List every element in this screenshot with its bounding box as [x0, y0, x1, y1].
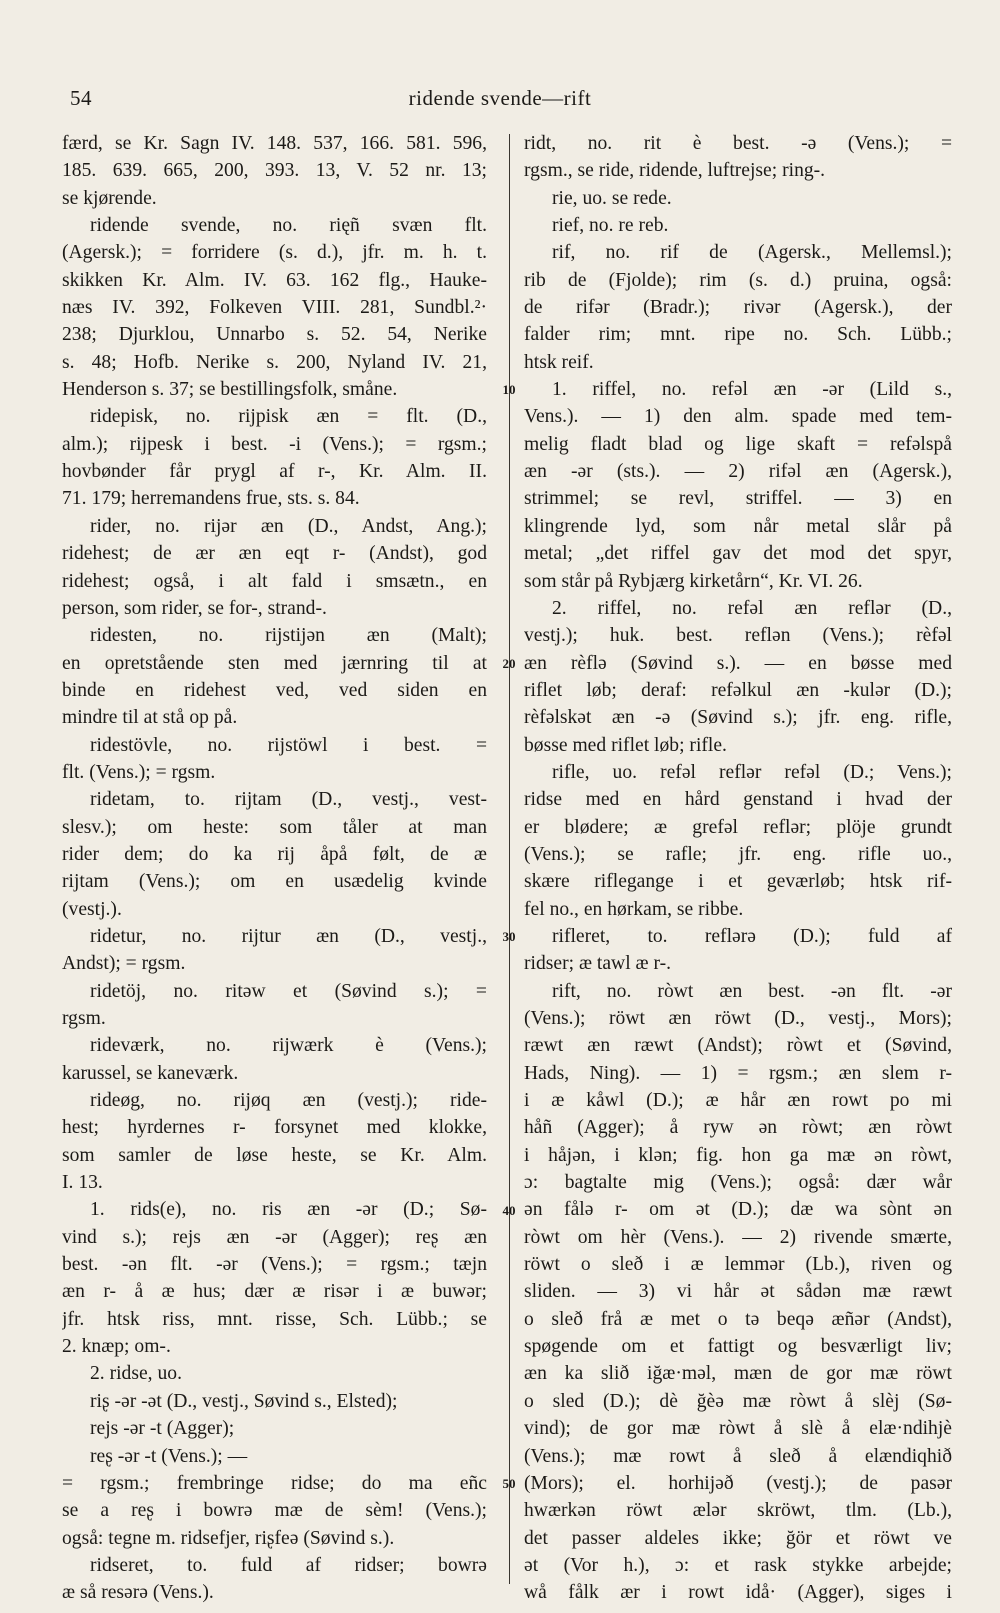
text-line: skære riflegange i et geværløb; htsk rif- [524, 871, 952, 893]
text-line: rief, no. re reb. [552, 215, 669, 237]
text-line: vind); de gor mæ ròwt å slè å elæ·ndihjè [524, 1418, 952, 1440]
text-line: person, som rider, se for-, strand-. [62, 597, 327, 619]
text-line: Andst); = rgsm. [62, 953, 186, 975]
left-column [62, 130, 487, 1607]
text-line: riflet løb; deraf: refəlkul æn -kulər (D.); [524, 679, 952, 701]
text-line: 2. riffel, no. refəl æn reflər (D., [552, 597, 952, 619]
text-line: binde en ridehest ved, ved siden en [62, 679, 487, 701]
text-line: s. 48; Hofb. Nerike s. 200, Nyland IV. 21, [62, 351, 487, 373]
text-line: ridepisk, no. rijpisk æn = flt. (D., [90, 406, 487, 428]
text-line: rie, uo. se rede. [552, 187, 672, 209]
text-line: rifleret, to. reflərə (D.); fuld af [552, 925, 952, 947]
text-line: næs IV. 392, Folkeven VIII. 281, Sundbl.²· [62, 297, 487, 319]
text-line: best. -ən flt. -ər (Vens.); = rgsm.; tæjn [62, 1254, 487, 1276]
text-line: æn ka slið iğæ·məl, mæn de gor mæ röwt [524, 1363, 952, 1385]
text-line: æn r- å æ hus; dær æ risər i æ buwər; [62, 1281, 487, 1303]
text-line: ròwt om hèr (Vens.). — 2) rivende smærte, [524, 1226, 952, 1248]
text-line: ridetam, to. rijtam (D., vestj., vest- [90, 789, 487, 811]
text-line: det passer aldeles ikke; ğör et röwt ve [524, 1527, 952, 1549]
text-line: 238; Djurklou, Unnarbo s. 52. 54, Nerike [62, 324, 487, 346]
text-line: sliden. — 3) vi hår ət sådən mæ ræwt [524, 1281, 952, 1303]
text-line: rift, no. ròwt æn best. -ən flt. -ər [552, 980, 952, 1002]
text-line: o sleð frå æ met o tə beqə æñər (Andst), [524, 1308, 952, 1330]
text-line: ridetur, no. rijtur æn (D., vestj., [90, 925, 487, 947]
text-line: falder rim; mnt. ripe no. Sch. Lübb.; [524, 324, 952, 346]
text-line: æ så resərə (Vens.). [62, 1582, 214, 1604]
text-line: vind s.); rejs æn -ər (Agger); reʂ æn [62, 1226, 487, 1248]
text-line: rideværk, no. rijwærk è (Vens.); [90, 1035, 487, 1057]
text-line: 2. knæp; om-. [62, 1336, 171, 1358]
text-line: ridesten, no. rijstijən æn (Malt); [90, 625, 487, 647]
text-line: skikken Kr. Alm. IV. 63. 162 flg., Hauke- [62, 269, 487, 291]
text-line: o sled (D.); dè ğèə mæ ròwt å slèj (Sø- [524, 1390, 952, 1412]
text-line: (Mors); el. horhijəð (vestj.); de pasər [524, 1472, 952, 1494]
text-line: rib de (Fjolde); rim (s. d.) pruina, også: [524, 269, 952, 291]
text-line: Hads, Ning). — 1) = rgsm.; æn slem r- [524, 1062, 952, 1084]
text-line: en opretstående sten med jærnring til at [62, 652, 487, 674]
text-line: hovbønder får prygl af r-, Kr. Alm. II. [62, 461, 487, 483]
text-line: fel no., en hørkam, se ribbe. [524, 898, 744, 920]
text-line: bøsse med riflet løb; rifle. [524, 734, 727, 756]
text-line: rejs -ər -t (Agger); [90, 1418, 235, 1440]
right-column [524, 130, 952, 1607]
text-line: hwærkən röwt ælər skröwt, tlm. (Lb.), [524, 1500, 952, 1522]
text-line: 185. 639. 665, 200, 393. 13, V. 52 nr. 13; [62, 160, 487, 182]
text-line: spøgende om et fattigt og besværligt liv; [524, 1336, 952, 1358]
text-line: ræwt æn ræwt (Andst); ròwt et (Søvind, [524, 1035, 952, 1057]
text-line: færd, se Kr. Sagn IV. 148. 537, 166. 581. 596, [62, 133, 487, 154]
text-line: strimmel; se revl, striffel. — 3) en [524, 488, 952, 510]
text-line: æn rèflə (Søvind s.). — en bøsse med [524, 652, 952, 674]
text-line: håñ (Agger); å ryw ən ròwt; æn ròwt [524, 1117, 952, 1139]
text-line: karussel, se kaneværk. [62, 1062, 239, 1084]
text-line: også: tegne m. ridsefjer, riʂfeə (Søvind s.). [62, 1527, 395, 1549]
text-line: rèfəlskǝt æn -ə (Søvind s.); jfr. eng. rifle, [524, 707, 952, 729]
text-line: se kjørende. [62, 187, 157, 209]
text-line: ridser; æ tawl æ r-. [524, 953, 672, 975]
text-line: riʂ -ər -ət (D., vestj., Søvind s., Elsted); [90, 1390, 398, 1412]
line-number: 10 [502, 382, 516, 398]
text-line: ən fålə r- om ət (D.); dæ wa sònt ən [524, 1199, 952, 1221]
text-line: rijtam (Vens.); om en usædelig kvinde [62, 871, 487, 893]
text-line: alm.); rijpesk i best. -i (Vens.); = rgsm.; [62, 433, 487, 455]
text-line: = rgsm.; frembringe ridse; do ma eñc [62, 1472, 487, 1494]
text-line: rideøg, no. rijøq æn (vestj.); ride- [90, 1090, 487, 1112]
text-line: htsk reif. [524, 351, 594, 373]
text-line: i håjən, i klən; fig. hon ga mæ ən ròwt, [524, 1144, 952, 1166]
text-line: ridende svende, no. rięñ svæn flt. [90, 215, 487, 237]
text-line: (Vens.); röwt æn röwt (D., vestj., Mors); [524, 1008, 952, 1029]
text-line: jfr. htsk riss, mnt. risse, Sch. Lübb.; se [62, 1308, 487, 1330]
text-line: ridehest; de ær æn eqt r- (Andst), god [62, 543, 487, 565]
text-line: ridehest; også, i alt fald i smsætn., en [62, 570, 487, 592]
text-line: er blødere; æ grefəl reflər; plöje grundt [524, 816, 952, 838]
text-line: (Vens.); se rafle; jfr. eng. rifle uo., [524, 843, 952, 865]
text-line: (vestj.). [62, 898, 122, 920]
text-line: som står på Rybjærg kirketårn“, Kr. VI. 26. [524, 570, 863, 592]
line-number: 40 [502, 1202, 516, 1218]
text-line: hest; hyrdernes r- forsynet med klokke, [62, 1117, 487, 1139]
text-line: 1. riffel, no. refəl æn -ər (Lild s., [552, 379, 952, 401]
page-number: 54 [70, 86, 92, 110]
text-line: 2. ridse, uo. [90, 1363, 182, 1385]
text-line: röwt o sleð i æ lemmər (Lb.), riven og [524, 1254, 952, 1276]
text-line: ət (Vor h.), ɔ: et rask stykke arbejde; [524, 1554, 952, 1576]
text-line: ɔ: bagtalte mig (Vens.); også: dær wår [524, 1172, 952, 1194]
text-line: som samler de løse heste, se Kr. Alm. [62, 1144, 487, 1166]
text-line: de rifər (Bradr.); rivər (Agersk.), der [524, 297, 952, 319]
text-line: rifle, uo. refəl reflər refəl (D.; Vens.); [552, 761, 952, 783]
text-line: metal; „det riffel gav det mod det spyr, [524, 543, 952, 565]
running-head: ridende svende—rift [408, 86, 592, 110]
text-line: 71. 179; herremandens frue, sts. s. 84. [62, 488, 360, 510]
text-line: wå fålk ær i rowt idå· (Agger), siges i [524, 1582, 952, 1604]
text-line: ridseret, to. fuld af ridser; bowrə [90, 1554, 487, 1576]
text-line: ridestövle, no. rijstöwl i best. = [90, 734, 487, 756]
text-line: reʂ -ər -t (Vens.); — [90, 1445, 248, 1467]
text-line: melig fladt blad og lige skaft = refəlspå [524, 433, 952, 455]
text-line: se a reʂ i bowrə mæ de sèm! (Vens.); [62, 1500, 487, 1522]
text-line: rgsm., se ride, ridende, luftrejse; ring-. [524, 160, 826, 182]
text-line: 1. rids(e), no. ris æn -ər (D.; Sø- [90, 1199, 487, 1221]
text-line: slesv.); om heste: som tåler at man [62, 816, 487, 838]
column-rule [509, 134, 510, 1584]
text-line: I. 13. [62, 1172, 103, 1194]
line-number: 20 [502, 655, 516, 671]
text-line: rgsm. [62, 1008, 106, 1029]
text-line: ridt, no. rit è best. -ə (Vens.); = [524, 133, 952, 154]
text-line: rif, no. rif de (Agersk., Mellemsl.); [552, 242, 952, 264]
text-line: Henderson s. 37; se bestillingsfolk, småne. [62, 379, 398, 401]
text-line: mindre til at stå op på. [62, 707, 238, 729]
text-line: æn -ər (sts.). — 2) rifəl æn (Agersk.), [524, 461, 952, 483]
line-number: 50 [502, 1476, 516, 1492]
text-line: i æ kåwl (D.); æ hår æn rowt po mi [524, 1090, 952, 1112]
text-line: rider, no. rijər æn (D., Andst, Ang.); [90, 515, 487, 537]
text-line: ridse med en hård genstand i hvad der [524, 789, 952, 811]
text-line: ridetöj, no. ritəw et (Søvind s.); = [90, 980, 487, 1002]
text-line: vestj.); huk. best. reflən (Vens.); rèfəl [524, 625, 952, 647]
text-line: flt. (Vens.); = rgsm. [62, 761, 216, 783]
text-line: (Vens.); mæ rowt å sleð å elændiqhið [524, 1445, 952, 1467]
text-line: (Agersk.); = forridere (s. d.), jfr. m. h. t. [62, 242, 487, 264]
text-line: klingrende lyd, som når metal slår på [524, 515, 952, 537]
line-number: 30 [502, 929, 516, 945]
text-line: rider dem; do ka rij åpå følt, de æ [62, 843, 487, 865]
text-line: Vens.). — 1) den alm. spade med tem- [524, 406, 952, 428]
